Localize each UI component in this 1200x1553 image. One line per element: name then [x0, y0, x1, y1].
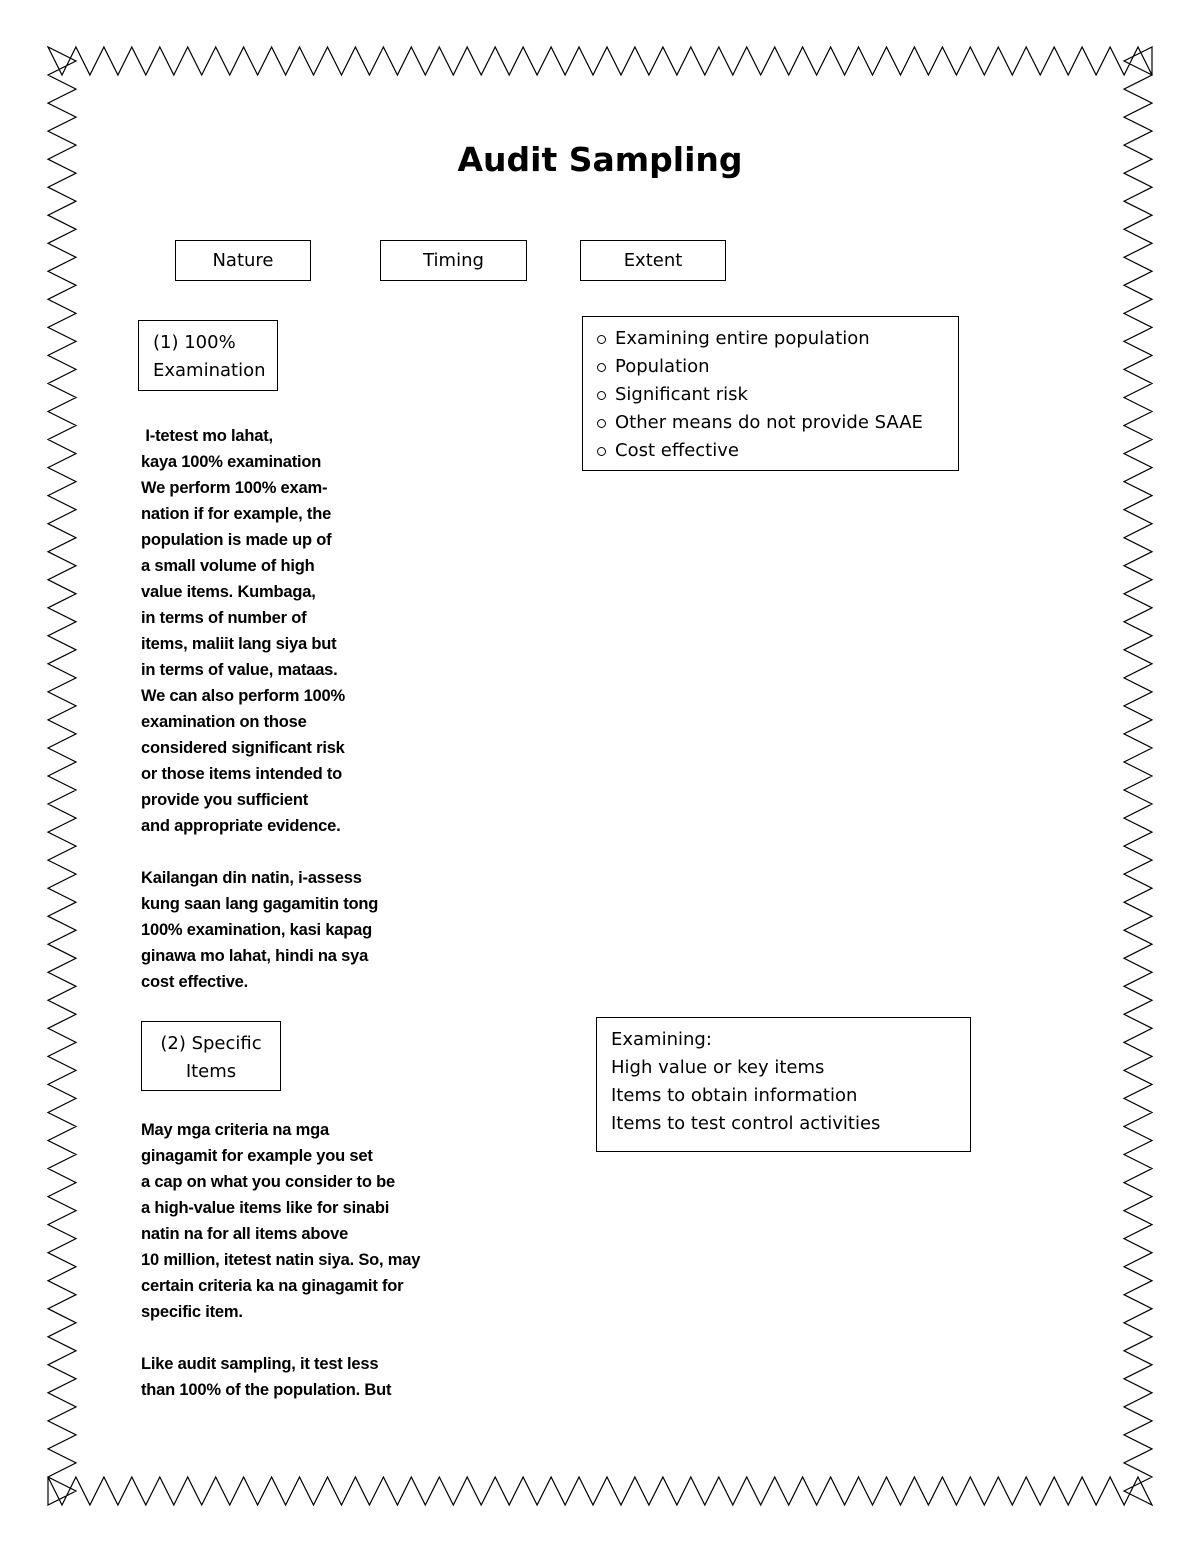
section1-label-line2: Examination [153, 360, 266, 381]
examining-lines [611, 1026, 970, 1138]
section1-bullet-box [582, 316, 959, 471]
bullet-item [597, 437, 948, 465]
examining-line: Items to test control activities [611, 1113, 881, 1134]
nature-label: Nature [212, 249, 274, 271]
circle-bullet-icon [597, 363, 606, 372]
bullet-text: Other means do not provide SAAE [615, 412, 923, 433]
section2-note: May mga criteria na mga ginagamit for example you set a cap on what you consider to be a high-value items like for sinabi natin na for all items above 10 million, itetest natin siya. So, may certain criteria ka na ginagamit for specific item. Like audit sampling, it test less than 100% of the population. But [141, 1121, 421, 1399]
section1-bullet-list [597, 325, 948, 465]
bullet-text: Cost effective [615, 440, 739, 461]
examining-line: Items to obtain information [611, 1085, 858, 1106]
extent-box [580, 240, 726, 281]
bullet-text: Significant risk [615, 384, 748, 405]
circle-bullet-icon [597, 335, 606, 344]
section2-label-line2: Items [185, 1061, 237, 1082]
bullet-text: Examining entire population [615, 328, 870, 349]
examining-line: Examining: [611, 1029, 712, 1050]
bullet-text: Population [615, 356, 710, 377]
page-title: Audit Sampling [457, 140, 743, 179]
section1-note: I-tetest mo lahat, kaya 100% examination We perform 100% exam- nation if for example, the population is made up of a small volume of high value items. Kumbaga, in terms of number of items, maliit lang siya but in terms of value, mataas. We can also perform 100% examination on those considered significant risk or those items intended to provide you sufficient and appropriate evidence. Kailangan din natin, i-assess kung saan lang gagamitin tong 100% examination, kasi kapag ginawa mo lahat, hindi na sya cost effective. [141, 427, 379, 991]
bullet-item [597, 325, 948, 353]
section2-examining-box [596, 1017, 971, 1152]
section1-label-box [138, 320, 278, 391]
timing-label: Timing [423, 249, 484, 271]
section2-label-box [141, 1021, 281, 1091]
circle-bullet-icon [597, 419, 606, 428]
bullet-item [597, 381, 948, 409]
examining-line: High value or key items [611, 1057, 825, 1078]
bullet-item [597, 409, 948, 437]
bullet-item [597, 353, 948, 381]
circle-bullet-icon [597, 391, 606, 400]
timing-box [380, 240, 527, 281]
circle-bullet-icon [597, 447, 606, 456]
section2-label-line1: (2) Specific [160, 1033, 262, 1054]
section1-label-line1: (1) 100% [153, 332, 236, 353]
nature-box [175, 240, 311, 281]
extent-label: Extent [623, 249, 683, 271]
